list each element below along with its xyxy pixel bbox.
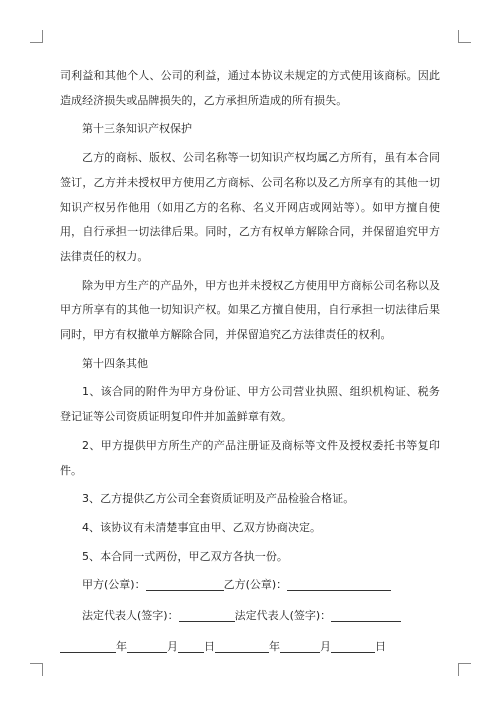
day-line-b[interactable] bbox=[331, 638, 375, 653]
crop-mark-top-right bbox=[458, 30, 471, 43]
date-row bbox=[60, 635, 440, 660]
day-label-a: 日 bbox=[204, 639, 215, 653]
party-b-rep-label: 法定代表人(签字)： bbox=[234, 609, 332, 623]
item-3: 3、乙方提供乙方公司全套资质证明及产品检验合格证。 bbox=[82, 492, 355, 506]
month-label-a: 月 bbox=[167, 639, 178, 653]
seal-row bbox=[60, 573, 440, 598]
year-label-a: 年 bbox=[116, 639, 127, 653]
party-a-rep-line[interactable] bbox=[179, 607, 235, 622]
year-line-a[interactable] bbox=[60, 638, 116, 653]
party-b-seal-label: 乙方(公章)： bbox=[223, 578, 288, 592]
item-1: 1、该合同的附件为甲方身份证、甲方公司营业执照、组织机构证、税务登记证等公司资质证明复印件并加盖鲜章有效。 bbox=[60, 385, 440, 424]
item-4: 4、该协议有未清楚事宜由甲、乙双方协商决定。 bbox=[82, 520, 322, 534]
day-label-b: 日 bbox=[375, 639, 386, 653]
paragraph-ip-party-b: 乙方的商标、版权、公司名称等一切知识产权均属乙方所有，虽有本合同签订，乙方并未授权甲方使用乙方商标、公司名称以及乙方所享有的其他一切知识产权另作他用（如用乙方的名称、名义开网店或网站等）。如甲方擅自使用，自行承担一切法律后果。同时，乙方有权单方解除合同，并保留追究甲方法律责任的权力。 bbox=[60, 151, 440, 263]
item-5: 5、本合同一式两份，甲乙双方各执一份。 bbox=[82, 549, 288, 563]
article-14-heading: 第十四条其他 bbox=[82, 356, 148, 370]
party-a-seal-label: 甲方(公章)： bbox=[82, 578, 146, 592]
document-body bbox=[60, 64, 440, 659]
party-b-seal-line[interactable] bbox=[287, 576, 391, 591]
paragraph-ip-party-a: 除为甲方生产的产品外，甲方也并未授权乙方使用甲方商标公司名称以及甲方所享有的其他一切知识产权。如果乙方擅自使用，自行承担一切法律后果同时，甲方有权撤单方解除合同，并保留追究乙方法律责任的权利。 bbox=[60, 278, 440, 342]
month-line-a[interactable] bbox=[127, 638, 167, 653]
representative-row bbox=[60, 604, 440, 629]
month-line-b[interactable] bbox=[280, 638, 320, 653]
item-2: 2、甲方提供甲方所生产的产品注册证及商标等文件及授权委托书等复印件。 bbox=[60, 438, 440, 477]
month-label-b: 月 bbox=[320, 639, 331, 653]
year-label-b: 年 bbox=[269, 639, 280, 653]
party-a-rep-label: 法定代表人(签字)： bbox=[82, 609, 179, 623]
party-b-rep-line[interactable] bbox=[331, 607, 401, 622]
year-line-b[interactable] bbox=[215, 638, 269, 653]
party-a-seal-line[interactable] bbox=[146, 576, 224, 591]
crop-mark-top-left bbox=[30, 30, 43, 43]
crop-mark-bottom-left bbox=[30, 663, 43, 676]
paragraph-continued: 司利益和其他个人、公司的利益，通过本协议未规定的方式使用该商标。因此造成经济损失或品牌损失的，乙方承担所造成的所有损失。 bbox=[60, 69, 440, 107]
day-line-a[interactable] bbox=[178, 638, 204, 653]
crop-mark-bottom-right bbox=[458, 663, 471, 676]
article-13-heading: 第十三条知识产权保护 bbox=[82, 122, 192, 136]
